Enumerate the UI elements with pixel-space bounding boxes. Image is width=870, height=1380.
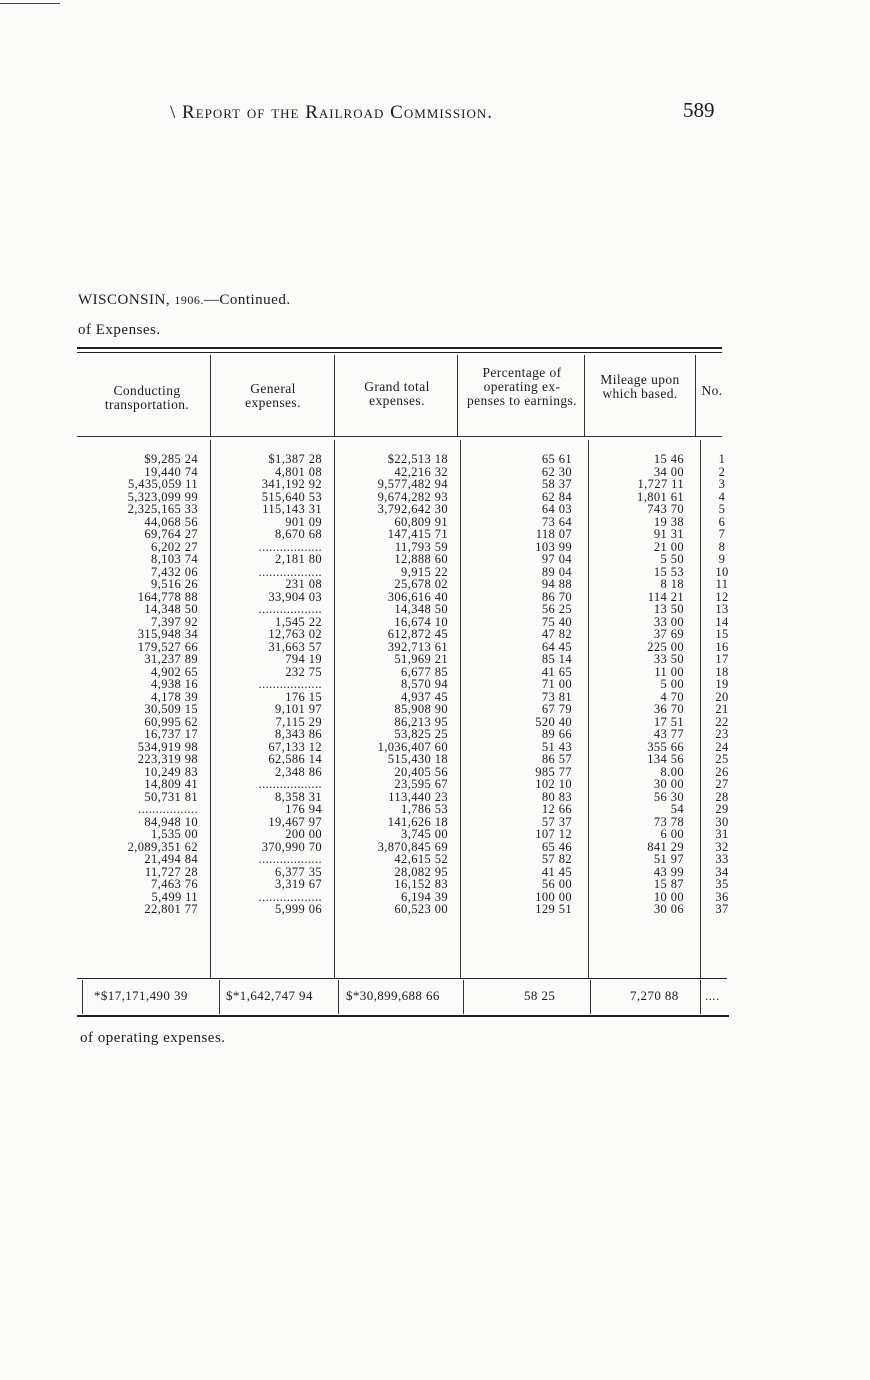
- cell-mileage: 13 50: [653, 602, 684, 616]
- cell-mileage: 10 00: [653, 889, 684, 904]
- cell-conducting: 10,249 83: [144, 764, 198, 779]
- cell-general: 7,115 29: [275, 714, 322, 729]
- total-grand-total: $*30,899,688 66: [346, 988, 440, 1003]
- cell-percentage: 57 37: [541, 814, 572, 829]
- top-rule: [0, 3, 60, 4]
- cell-grand-total: 60,809 91: [394, 514, 448, 529]
- cell-conducting: 4,938 16: [151, 677, 198, 691]
- cell-mileage: 1,727 11: [637, 477, 684, 491]
- totals-rule: [77, 978, 727, 979]
- cell-percentage: 57 82: [541, 852, 572, 866]
- cell-percentage: 103 99: [535, 539, 572, 554]
- cell-percentage: 64 03: [541, 502, 572, 516]
- cell-percentage: 118 07: [535, 527, 572, 541]
- cell-grand-total: 85,908 90: [394, 702, 448, 716]
- cell-conducting: 7,432 06: [151, 564, 198, 579]
- cell-row-number: 2: [718, 464, 726, 479]
- header-grand-total: Grand total expenses.: [364, 379, 430, 408]
- cell-grand-total: 53,825 25: [394, 727, 448, 741]
- cell-conducting: 19,440 74: [144, 464, 198, 479]
- cell-general: 115,143 31: [262, 502, 322, 516]
- cell-row-number: 17: [715, 652, 729, 666]
- cell-percentage: 71 00: [541, 677, 572, 691]
- totals-divider-2: [338, 980, 339, 1014]
- cell-mileage: 4 70: [660, 689, 684, 704]
- cell-grand-total: 6,677 85: [401, 664, 448, 679]
- top-double-rule-b: [77, 352, 722, 353]
- cell-percentage: 65 46: [541, 839, 572, 854]
- totals-divider-1: [219, 980, 220, 1014]
- cell-conducting: $9,285 24: [144, 452, 198, 466]
- cell-general: 8,670 68: [275, 527, 322, 541]
- cell-general: $1,387 28: [268, 452, 322, 466]
- cell-general: 176 15: [285, 689, 322, 704]
- cell-grand-total: 9,577,482 94: [377, 477, 448, 491]
- cell-grand-total: 16,152 83: [394, 877, 448, 891]
- page-number: 589: [683, 98, 715, 122]
- cell-grand-total: 1,786 53: [401, 802, 448, 816]
- column-conducting: [80, 453, 198, 916]
- cell-general: 2,181 80: [275, 552, 322, 566]
- cell-row-number: 13: [715, 602, 729, 616]
- cell-mileage: 36 70: [653, 702, 684, 716]
- cell-row-number: 27: [715, 777, 729, 791]
- cell-general: ..................: [258, 602, 322, 616]
- col-divider-2-head: [334, 355, 335, 437]
- cell-grand-total: 3,792,642 30: [377, 502, 448, 516]
- cell-conducting: 4,902 65: [151, 664, 198, 679]
- cell-row-number: 33: [715, 852, 729, 866]
- cell-general: 3,319 67: [275, 877, 322, 891]
- cell-general: 515,640 53: [261, 489, 322, 504]
- header-mileage: Mileage upon which based.: [600, 372, 680, 401]
- cell-grand-total: 3,745 00: [401, 827, 448, 841]
- cell-grand-total: 4,937 45: [401, 689, 448, 704]
- cell-row-number: 3: [718, 477, 726, 491]
- cell-conducting: .................: [138, 802, 198, 816]
- cell-conducting: 31,237 89: [144, 652, 198, 666]
- cell-general: 67,133 12: [268, 739, 322, 754]
- cell-grand-total: 25,678 02: [394, 577, 448, 591]
- cell-row-number: 12: [715, 589, 729, 604]
- cell-percentage: 97 04: [541, 552, 572, 566]
- cell-general: ..................: [258, 677, 322, 691]
- cell-grand-total: 113,440 23: [388, 789, 448, 804]
- cell-row-number: 14: [715, 614, 729, 629]
- cell-mileage: 15 53: [653, 564, 684, 579]
- cell-conducting: 5,323,099 99: [127, 489, 198, 504]
- cell-percentage: 41 65: [541, 664, 572, 679]
- cell-percentage: 86 57: [541, 752, 572, 766]
- cell-grand-total: 612,872 45: [387, 627, 448, 641]
- cell-general: 8,343 86: [275, 727, 322, 741]
- total-no: ....: [705, 988, 720, 1003]
- cell-grand-total: 51,969 21: [394, 652, 448, 666]
- totals-divider-3: [463, 980, 464, 1014]
- cell-percentage: 56 25: [541, 602, 572, 616]
- cell-row-number: 30: [715, 814, 729, 829]
- column-percentage: [462, 453, 572, 916]
- cell-general: 31,663 57: [268, 639, 322, 654]
- cell-mileage: 54: [670, 802, 684, 816]
- cell-mileage: 51 97: [653, 852, 684, 866]
- bottom-rule: [77, 1015, 729, 1017]
- cell-mileage: 17 51: [653, 714, 684, 729]
- cell-conducting: 60,995 62: [144, 714, 198, 729]
- cell-general: ..................: [258, 539, 322, 554]
- cell-general: 19,467 97: [268, 814, 322, 829]
- cell-row-number: 28: [715, 789, 729, 804]
- cell-grand-total: 28,082 95: [394, 864, 448, 879]
- cell-percentage: 58 37: [541, 477, 572, 491]
- cell-mileage: 21 00: [653, 539, 684, 554]
- cell-row-number: 8: [718, 539, 726, 554]
- cell-grand-total: 147,415 71: [387, 527, 448, 541]
- cell-grand-total: 14,348 50: [394, 602, 448, 616]
- cell-grand-total: 42,216 32: [394, 464, 448, 479]
- cell-conducting: 16,737 17: [144, 727, 198, 741]
- cell-percentage: 62 84: [541, 489, 572, 504]
- cell-mileage: 841 29: [647, 839, 684, 854]
- cell-grand-total: $22,513 18: [387, 452, 448, 466]
- cell-mileage: 37 69: [653, 627, 684, 641]
- cell-percentage: 47 82: [541, 627, 572, 641]
- cell-grand-total: 392,713 61: [387, 639, 448, 654]
- cell-conducting: 14,809 41: [144, 777, 198, 791]
- cell-general: 4,801 08: [275, 464, 322, 479]
- cell-grand-total: 9,674,282 93: [377, 489, 448, 504]
- cell-grand-total: 42,615 52: [394, 852, 448, 866]
- cell-mileage: 15 87: [653, 877, 684, 891]
- cell-percentage: 62 30: [541, 464, 572, 479]
- cell-mileage: 5 50: [660, 552, 684, 566]
- cell-conducting: 5,499 11: [151, 889, 198, 904]
- cell-general: 901 09: [285, 514, 322, 529]
- cell-conducting: 223,319 98: [137, 752, 198, 766]
- cell-general: ..................: [258, 889, 322, 904]
- totals-divider-5: [700, 980, 701, 1014]
- cell-general: 794 19: [285, 652, 322, 666]
- cell-percentage: 100 00: [535, 889, 572, 904]
- header-conducting: Conducting transportation.: [104, 383, 190, 412]
- col-divider-5: [700, 440, 701, 978]
- cell-conducting: 164,778 88: [137, 589, 198, 604]
- cell-row-number: 21: [715, 702, 729, 716]
- cell-mileage: 743 70: [647, 502, 684, 516]
- totals-divider-0: [82, 980, 83, 1014]
- cell-mileage: 134 56: [647, 752, 684, 766]
- cell-grand-total: 11,793 59: [394, 539, 448, 554]
- col-divider-1: [210, 440, 211, 978]
- cell-row-number: 18: [715, 664, 729, 679]
- cell-grand-total: 306,616 40: [387, 589, 448, 604]
- col-divider-4: [588, 440, 589, 978]
- cell-mileage: 355 66: [647, 739, 684, 754]
- cell-grand-total: 16,674 10: [394, 614, 448, 629]
- cell-conducting: 22,801 77: [144, 902, 198, 916]
- table-subtitle: of Expenses.: [78, 322, 161, 338]
- cell-general: 12,763 02: [268, 627, 322, 641]
- cell-conducting: 69,764 27: [144, 527, 198, 541]
- cell-grand-total: 6,194 39: [401, 889, 448, 904]
- totals-divider-4: [590, 980, 591, 1014]
- cell-conducting: 9,516 26: [151, 577, 198, 591]
- cell-row-number: 37: [715, 902, 729, 916]
- cell-percentage: 41 45: [541, 864, 572, 879]
- cell-conducting: 534,919 98: [137, 739, 198, 754]
- cell-conducting: 179,527 66: [137, 639, 198, 654]
- cell-mileage: 91 31: [653, 527, 684, 541]
- col-divider-3-head: [457, 355, 458, 437]
- column-mileage: [590, 453, 684, 916]
- cell-general: 62,586 14: [268, 752, 322, 766]
- cell-row-number: 24: [715, 739, 729, 754]
- cell-general: 6,377 35: [275, 864, 322, 879]
- cell-grand-total: 23,595 67: [394, 777, 448, 791]
- cell-mileage: 6 00: [660, 827, 684, 841]
- cell-row-number: 7: [718, 527, 726, 541]
- cell-percentage: 73 64: [541, 514, 572, 529]
- top-double-rule-a: [77, 347, 722, 349]
- cell-grand-total: 8,570 94: [401, 677, 448, 691]
- cell-general: ..................: [258, 777, 322, 791]
- state-label: WISCONSIN,: [78, 292, 171, 308]
- header-no: No.: [701, 383, 723, 398]
- cell-mileage: 34 00: [653, 464, 684, 479]
- cell-percentage: 985 77: [535, 764, 572, 779]
- cell-row-number: 31: [715, 827, 729, 841]
- cell-grand-total: 1,036,407 60: [377, 739, 448, 754]
- cell-general: 8,358 31: [275, 789, 322, 804]
- cell-percentage: 107 12: [535, 827, 572, 841]
- cell-percentage: 12 66: [541, 802, 572, 816]
- header-general: General expenses.: [245, 381, 301, 410]
- cell-percentage: 64 45: [541, 639, 572, 654]
- cell-percentage: 85 14: [541, 652, 572, 666]
- cell-mileage: 43 99: [653, 864, 684, 879]
- total-conducting: *$17,171,490 39: [94, 988, 188, 1003]
- cell-row-number: 4: [718, 489, 726, 504]
- col-divider-5-head: [695, 355, 696, 437]
- cell-mileage: 73 78: [653, 814, 684, 829]
- cell-row-number: 35: [715, 877, 729, 891]
- cell-conducting: 30,509 15: [144, 702, 198, 716]
- cell-percentage: 75 40: [541, 614, 572, 629]
- cell-conducting: 7,397 92: [151, 614, 198, 629]
- cell-mileage: 56 30: [653, 789, 684, 804]
- cell-general: 341,192 92: [261, 477, 322, 491]
- cell-percentage: 51 43: [541, 739, 572, 754]
- cell-mileage: 19 38: [653, 514, 684, 529]
- cell-row-number: 15: [715, 627, 729, 641]
- cell-percentage: 102 10: [535, 777, 572, 791]
- cell-conducting: 6,202 27: [151, 539, 198, 554]
- cell-row-number: 16: [715, 639, 729, 654]
- cell-mileage: 11 00: [654, 664, 684, 679]
- cell-row-number: 20: [715, 689, 729, 704]
- header-rule: [77, 436, 722, 437]
- cell-row-number: 36: [715, 889, 729, 904]
- col-divider-2: [334, 440, 335, 978]
- cell-general: 370,990 70: [261, 839, 322, 854]
- cell-mileage: 33 00: [653, 614, 684, 629]
- footnote: of operating expenses.: [80, 1030, 226, 1046]
- header-percentage: Percentage of operating ex-penses to earnings.: [467, 365, 577, 408]
- cell-percentage: 65 61: [541, 452, 572, 466]
- continued-label: —Continued.: [203, 292, 291, 308]
- cell-row-number: 25: [715, 752, 729, 766]
- cell-percentage: 94 88: [541, 577, 572, 591]
- cell-conducting: 2,325,165 33: [127, 502, 198, 516]
- col-divider-4-head: [584, 355, 585, 437]
- column-grand-total: [336, 453, 448, 916]
- cell-conducting: 14,348 50: [144, 602, 198, 616]
- cell-mileage: 114 21: [647, 589, 684, 604]
- cell-grand-total: 12,888 60: [394, 552, 448, 566]
- cell-general: 33,904 03: [268, 589, 322, 604]
- cell-conducting: 21,494 84: [144, 852, 198, 866]
- cell-general: 5,999 06: [275, 902, 322, 916]
- cell-general: 231 08: [285, 577, 322, 591]
- total-general: $*1,642,747 94: [226, 988, 313, 1003]
- cell-row-number: 32: [715, 839, 729, 854]
- cell-general: 232 75: [285, 664, 322, 679]
- cell-row-number: 11: [715, 577, 729, 591]
- cell-mileage: 1,801 61: [637, 489, 684, 504]
- col-divider-3: [460, 440, 461, 978]
- cell-row-number: 5: [718, 502, 726, 516]
- cell-row-number: 1: [718, 452, 726, 466]
- cell-grand-total: 141,626 18: [387, 814, 448, 829]
- cell-mileage: 15 46: [653, 452, 684, 466]
- cell-row-number: 9: [718, 552, 726, 566]
- cell-row-number: 10: [715, 564, 729, 579]
- cell-mileage: 5 00: [660, 677, 684, 691]
- cell-percentage: 80 83: [541, 789, 572, 804]
- cell-row-number: 6: [718, 514, 726, 529]
- cell-grand-total: 515,430 18: [387, 752, 448, 766]
- total-mileage: 7,270 88: [630, 988, 679, 1003]
- total-percentage: 58 25: [524, 988, 556, 1003]
- cell-grand-total: 9,915 22: [401, 564, 448, 579]
- cell-grand-total: 3,870,845 69: [377, 839, 448, 854]
- cell-general: 2,348 86: [275, 764, 322, 779]
- column-general: [212, 453, 322, 916]
- cell-mileage: 8.00: [660, 764, 684, 779]
- cell-row-number: 34: [715, 864, 729, 879]
- cell-row-number: 23: [715, 727, 729, 741]
- cell-percentage: 67 79: [541, 702, 572, 716]
- cell-general: ..................: [258, 564, 322, 579]
- cell-percentage: 129 51: [535, 902, 572, 916]
- cell-grand-total: 60,523 00: [394, 902, 448, 916]
- cell-general: 1,545 22: [275, 614, 322, 629]
- cell-mileage: 30 06: [653, 902, 684, 916]
- cell-conducting: 2,089,351 62: [127, 839, 198, 854]
- cell-grand-total: 20,405 56: [394, 764, 448, 779]
- cell-conducting: 8,103 74: [151, 552, 198, 566]
- table-title: [78, 292, 291, 309]
- cell-conducting: 7,463 76: [151, 877, 198, 891]
- year-label: 1906.: [174, 293, 204, 307]
- cell-conducting: 315,948 34: [137, 627, 198, 641]
- cell-percentage: 86 70: [541, 589, 572, 604]
- cell-row-number: 26: [715, 764, 729, 779]
- running-header: \ Report of the Railroad Commission.: [170, 102, 493, 123]
- cell-conducting: 4,178 39: [151, 689, 198, 704]
- cell-percentage: 56 00: [541, 877, 572, 891]
- cell-conducting: 44,068 56: [144, 514, 198, 529]
- cell-general: 176 94: [285, 802, 322, 816]
- cell-conducting: 84,948 10: [144, 814, 198, 829]
- cell-mileage: 30 00: [653, 777, 684, 791]
- cell-conducting: 50,731 81: [144, 789, 198, 804]
- cell-row-number: 19: [715, 677, 729, 691]
- cell-conducting: 11,727 28: [144, 864, 198, 879]
- cell-general: ..................: [258, 852, 322, 866]
- cell-percentage: 89 04: [541, 564, 572, 579]
- cell-mileage: 33 50: [653, 652, 684, 666]
- cell-general: 9,101 97: [275, 702, 322, 716]
- column-row-numbers: [707, 453, 737, 916]
- cell-percentage: 520 40: [535, 714, 572, 729]
- cell-percentage: 73 81: [541, 689, 572, 704]
- cell-general: 200 00: [285, 827, 322, 841]
- cell-mileage: 225 00: [647, 639, 684, 654]
- cell-row-number: 29: [715, 802, 729, 816]
- cell-mileage: 43 77: [653, 727, 684, 741]
- cell-conducting: 1,535 00: [151, 827, 198, 841]
- cell-percentage: 89 66: [541, 727, 572, 741]
- cell-mileage: 8 18: [660, 577, 684, 591]
- cell-conducting: 5,435,059 11: [128, 477, 198, 491]
- cell-row-number: 22: [715, 714, 729, 729]
- cell-grand-total: 86,213 95: [394, 714, 448, 729]
